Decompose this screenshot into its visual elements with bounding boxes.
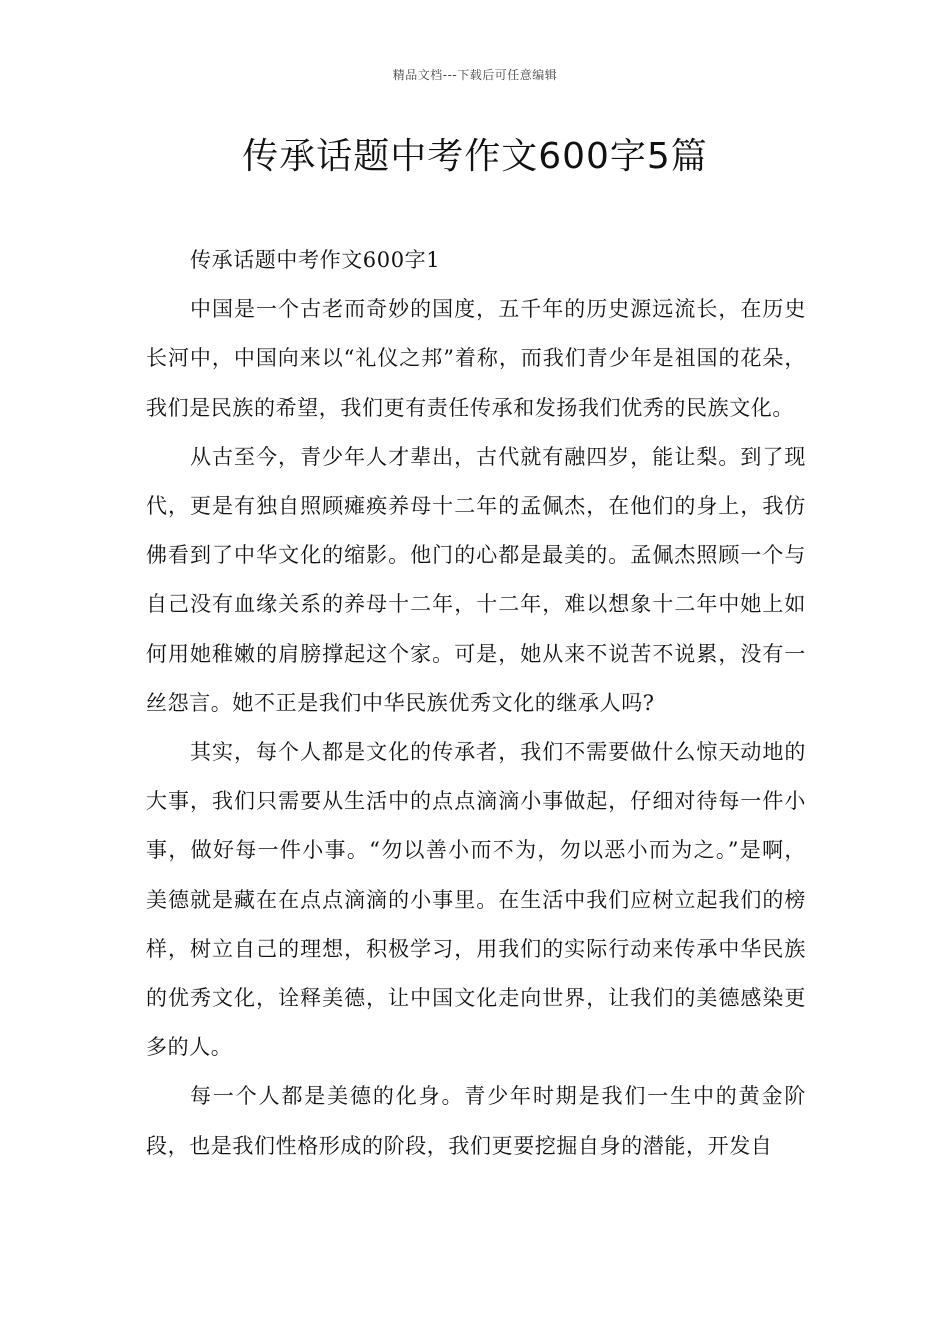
paragraph: 其实，每个人都是文化的传承者，我们不需要做什么惊天动地的大事，我们只需要从生活中的点点滴滴小事做起，仔细对待每一件小事，做好每一件小事。“勿以善小而不为，勿以恶小而为之。”是啊，美德就是藏在在点点滴滴的小事里。在生活中我们应树立起我们的榜样，树立自己的理想，积极学习，用我们的实际行动来传承中华民族的优秀文化，诠释美德，让中国文化走向世界，让我们的美德感染更多的人。	[146, 740, 806, 1060]
paragraph: 每一个人都是美德的化身。青少年时期是我们一生中的黄金阶段，也是我们性格形成的阶段，我们更要挖掘自身的潜能，开发自	[146, 1084, 806, 1158]
header-note: 精品文档---下载后可任意编辑	[392, 68, 558, 82]
paragraph: 从古至今，青少年人才辈出，古代就有融四岁，能让梨。到了现代，更是有独自照顾瘫痪养母十二年的孟佩杰，在他们的身上，我仿佛看到了中华文化的缩影。他门的心都是最美的。孟佩杰照顾一个与自己没有血缘关系的养母十二年，十二年，难以想象十二年中她上如何用她稚嫩的肩膀撑起这个家。可是，她从来不说苦不说累，没有一丝怨言。她不正是我们中华民族优秀文化的继承人吗?	[146, 444, 806, 715]
document-title: 传承话题中考作文600字5篇	[242, 136, 708, 177]
section-heading: 传承话题中考作文600字1	[190, 248, 441, 272]
document-body	[146, 236, 806, 1171]
paragraph: 中国是一个古老而奇妙的国度，五千年的历史源远流长，在历史长河中，中国向来以“礼仪之邦”着称，而我们青少年是祖国的花朵，我们是民族的希望，我们更有责任传承和发扬我们优秀的民族文化。	[146, 297, 806, 420]
